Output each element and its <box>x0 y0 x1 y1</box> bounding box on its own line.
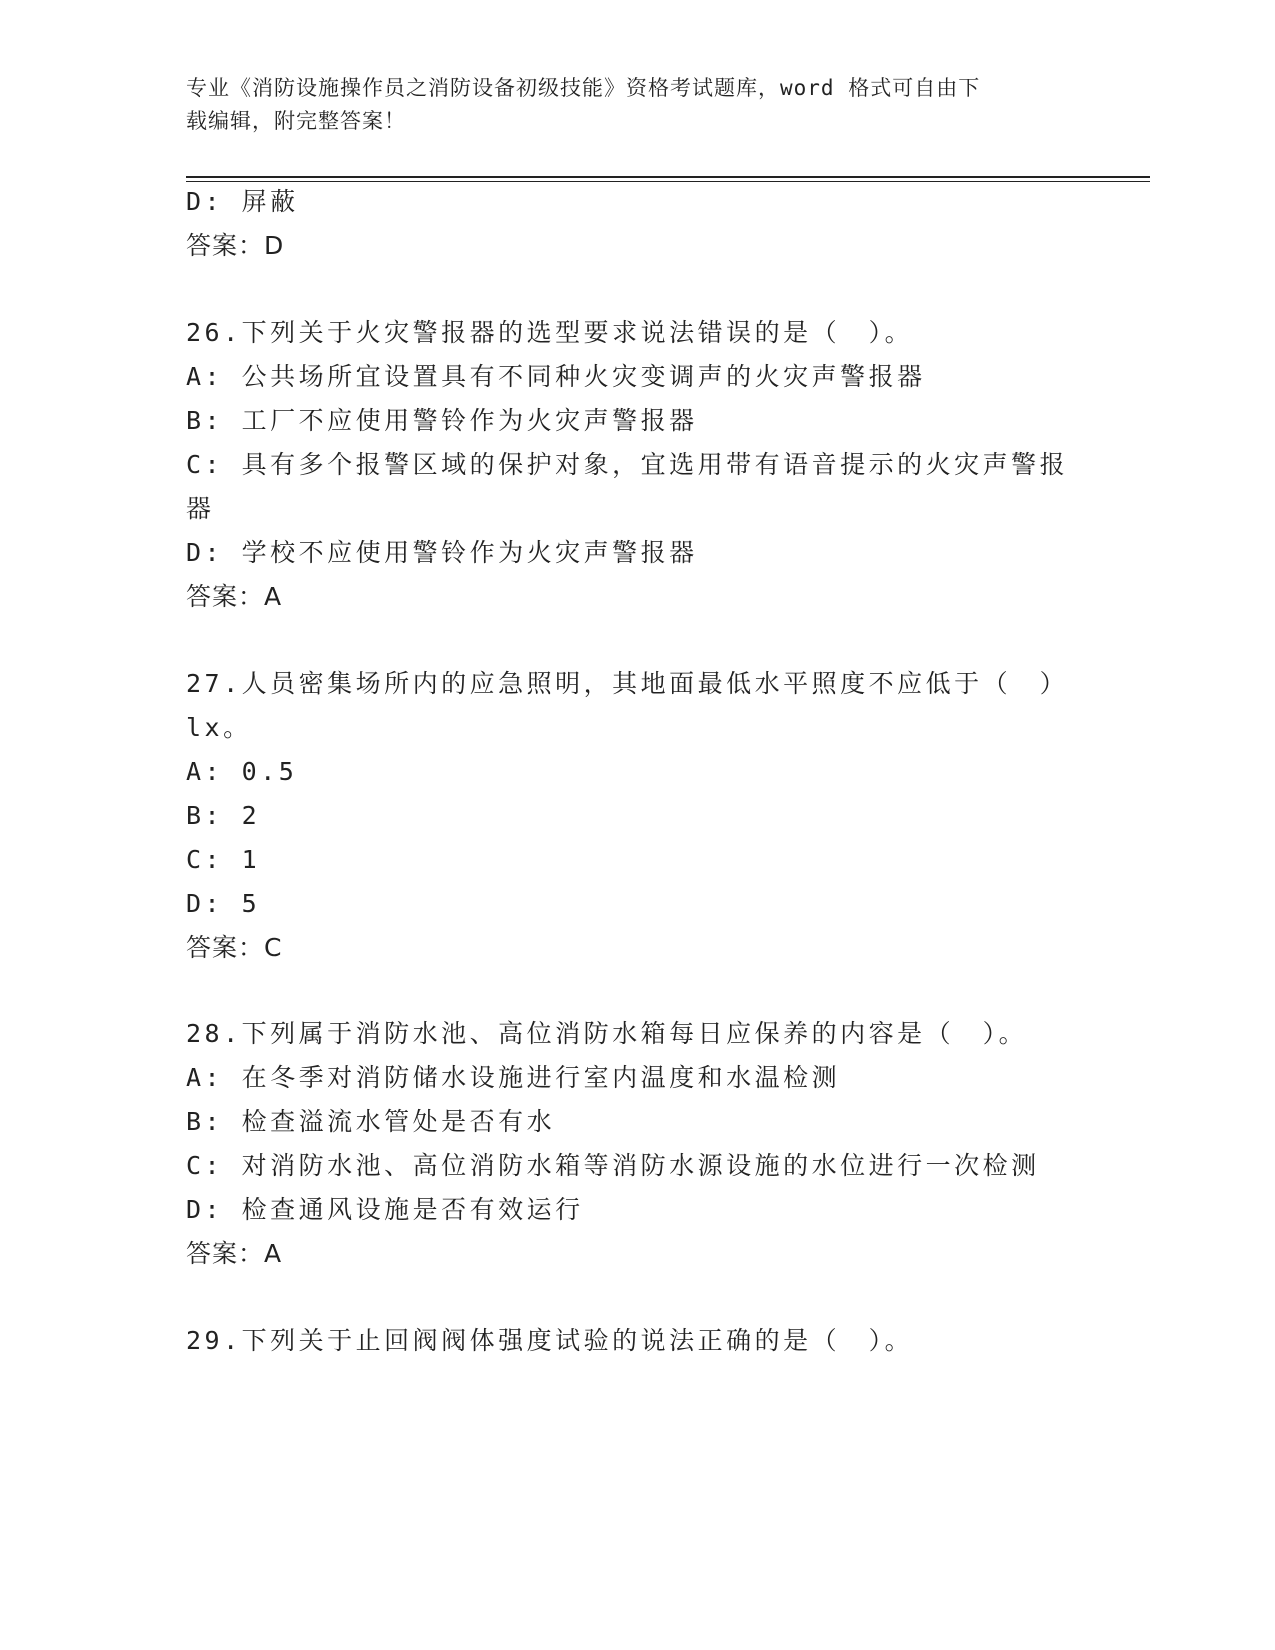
question-28-option-a: A: 在冬季对消防储水设施进行室内温度和水温检测 <box>186 1063 841 1092</box>
question-27-option-b: B: 2 <box>186 801 261 830</box>
question-26-option-c-continued: 器 <box>186 494 215 523</box>
question-26-answer: 答案：A <box>186 582 283 611</box>
question-29-stem: 29.下列关于止回阀阀体强度试验的说法正确的是（ ）。 <box>186 1326 914 1355</box>
header-rule-thick <box>186 176 1150 178</box>
document-header <box>186 72 1066 138</box>
question-27-answer: 答案：C <box>186 933 283 962</box>
question-28-option-c: C: 对消防水池、高位消防水箱等消防水源设施的水位进行一次检测 <box>186 1151 1040 1180</box>
prev-question-answer: 答案：D <box>186 231 285 260</box>
question-26-option-b: B: 工厂不应使用警铃作为火灾声警报器 <box>186 406 698 435</box>
question-26-stem: 26.下列关于火灾警报器的选型要求说法错误的是（ ）。 <box>186 318 914 347</box>
question-27-option-d: D: 5 <box>186 889 261 918</box>
question-26-option-a: A: 公共场所宜设置具有不同种火灾变调声的火灾声警报器 <box>186 362 926 391</box>
header-text-line-1: 专业《消防设施操作员之消防设备初级技能》资格考试题库，word 格式可自由下 <box>186 76 981 100</box>
header-text-line-2: 载编辑，附完整答案！ <box>186 109 406 133</box>
question-27-option-a: A: 0.5 <box>186 757 298 786</box>
prev-question-option-d: D: 屏蔽 <box>186 187 299 216</box>
question-27-stem-continued: lx。 <box>186 713 252 742</box>
question-26-option-c: C: 具有多个报警区域的保护对象，宜选用带有语音提示的火灾声警报 <box>186 450 1069 479</box>
header-rule-thin <box>186 181 1150 182</box>
question-28-option-b: B: 检查溢流水管处是否有水 <box>186 1107 556 1136</box>
question-27-option-c: C: 1 <box>186 845 261 874</box>
question-28-stem: 28.下列属于消防水池、高位消防水箱每日应保养的内容是（ ）。 <box>186 1019 1028 1048</box>
question-27-stem: 27.人员密集场所内的应急照明，其地面最低水平照度不应低于（ ） <box>186 669 1069 698</box>
question-28-option-d: D: 检查通风设施是否有效运行 <box>186 1195 584 1224</box>
question-26-option-d: D: 学校不应使用警铃作为火灾声警报器 <box>186 538 698 567</box>
question-28-answer: 答案：A <box>186 1239 283 1268</box>
